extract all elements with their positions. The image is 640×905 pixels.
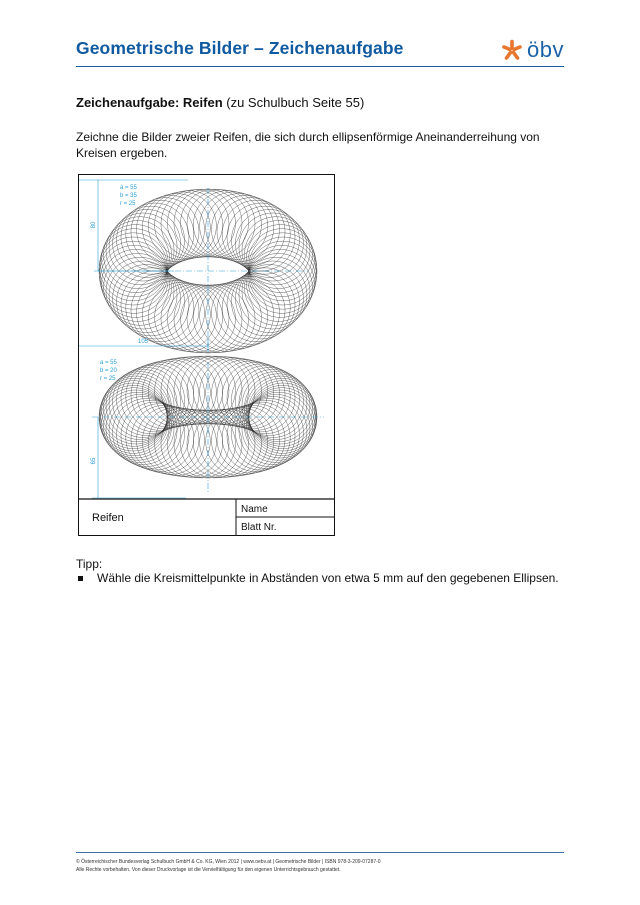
- bullet-icon: [78, 576, 83, 581]
- title-block-name-label: Name: [241, 504, 268, 515]
- logo-text: öbv: [527, 37, 564, 62]
- dim-label-top-height: 80: [91, 221, 97, 229]
- torus-circle: [100, 229, 168, 297]
- param-top-a: a = 55: [120, 185, 137, 191]
- task-intro: Zeichne die Bilder zweier Reifen, die sich durch ellipsenförmige Aneinanderreihung von Kreisen ergeben.: [76, 130, 540, 160]
- tip-text: Wähle die Kreismittelpunkte in Abständen von etwa 5 mm auf den gegebenen Ellipsen.: [97, 571, 559, 585]
- torus-circle: [231, 206, 299, 274]
- torus-circle: [161, 410, 229, 478]
- torus-circle: [148, 282, 216, 350]
- torus-circle: [181, 285, 249, 353]
- dim-label-bottom-height: 65: [91, 457, 97, 465]
- torus-circle: [161, 356, 229, 424]
- param-bottom-r: r = 25: [100, 376, 116, 382]
- torus-circle: [231, 268, 299, 336]
- task-title: [76, 95, 364, 110]
- task-title-bold: Zeichenaufgabe: Reifen: [76, 95, 223, 110]
- torus-circle: [246, 249, 314, 317]
- param-bottom-b: b = 20: [100, 368, 117, 374]
- torus-circle: [142, 194, 210, 262]
- torus-figure: [78, 174, 335, 536]
- param-bottom-a: a = 55: [100, 360, 117, 366]
- torus-circle: [222, 274, 290, 342]
- dim-label-width: 105: [137, 339, 149, 345]
- torus-circle: [200, 192, 268, 260]
- torus-circle: [187, 410, 255, 478]
- tip-list-item: [76, 571, 559, 585]
- torus-circle: [248, 229, 316, 297]
- torus-circle: [244, 221, 312, 289]
- title-block-title: Reifen: [92, 512, 124, 524]
- task-title-reference: (zu Schulbuch Seite 55): [222, 95, 365, 110]
- torus-circle: [206, 194, 274, 262]
- torus-circle: [167, 189, 235, 257]
- torus-circle: [100, 245, 168, 313]
- header-divider: [76, 66, 564, 67]
- torus-circle: [167, 285, 235, 353]
- footer-divider: [76, 852, 564, 853]
- param-top-r: r = 25: [120, 201, 136, 207]
- page-footer: [76, 858, 381, 874]
- torus-drawing: [78, 174, 335, 536]
- torus-circle: [187, 356, 255, 424]
- torus-circle: [102, 225, 170, 293]
- torus-circle: [206, 281, 274, 349]
- torus-circle: [142, 281, 210, 349]
- torus-circle: [117, 268, 185, 336]
- tip-label: Tipp:: [76, 557, 103, 571]
- figure-frame: [79, 175, 335, 536]
- torus-circle: [126, 200, 194, 268]
- torus-circle: [181, 189, 249, 257]
- torus-circle: [104, 253, 172, 321]
- torus-circle: [244, 253, 312, 321]
- page-title: Geometrische Bilder – Zeichenaufgabe: [76, 38, 404, 58]
- torus-circle: [102, 249, 170, 317]
- footer-copyright: © Österreichischer Bundesverlag Schulbuch GmbH & Co. KG, Wien 2012 | www.oebv.at | Geometrische Bilder | ISBN 978-3-209-07287-0: [76, 859, 381, 865]
- page-header: [76, 34, 564, 68]
- footer-rights: Alle Rechte vorbehalten. Von dieser Druckvorlage ist die Vervielfältigung für den eigenen Unterrichtsgebrauch gestattet.: [76, 867, 341, 873]
- publisher-logo: [501, 38, 564, 62]
- torus-circle: [248, 245, 316, 313]
- param-top-b: b = 35: [120, 193, 137, 199]
- torus-circle: [117, 206, 185, 274]
- torus-circle: [246, 225, 314, 293]
- torus-circle: [222, 200, 290, 268]
- star-icon: [501, 39, 523, 61]
- torus-circle: [104, 221, 172, 289]
- torus-circle: [148, 192, 216, 260]
- torus-circle: [200, 282, 268, 350]
- torus-circle: [126, 274, 194, 342]
- title-block-sheet-label: Blatt Nr.: [241, 522, 277, 533]
